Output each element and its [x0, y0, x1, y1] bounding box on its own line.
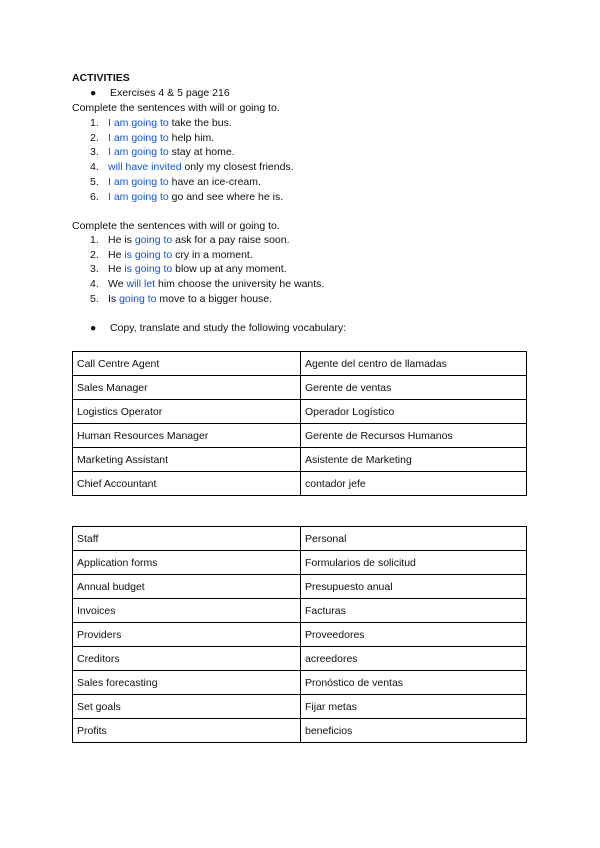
english-term: Marketing Assistant	[73, 448, 301, 472]
sentence-pre: He	[108, 248, 125, 261]
section1-item	[90, 161, 294, 173]
sentence-rest: have an ice-cream.	[168, 175, 261, 188]
answer-text: I am going to	[108, 131, 169, 144]
table-row	[73, 424, 527, 448]
answer-text: will let	[126, 278, 156, 291]
spanish-translation: beneficios	[301, 719, 527, 743]
english-term: Invoices	[73, 599, 301, 623]
english-term: Sales Manager	[73, 376, 301, 400]
sentence-rest: blow up at any moment.	[172, 263, 287, 276]
sentence-rest: help him.	[168, 131, 215, 144]
answer-text: will have invited	[108, 161, 182, 174]
spanish-translation: Agente del centro de llamadas	[301, 352, 527, 376]
table-row	[73, 448, 527, 472]
section1-instruction: Complete the sentences with will or going to.	[72, 102, 280, 114]
exercise-ref-text: Exercises 4 & 5 page 216	[110, 87, 230, 99]
table-row	[73, 623, 527, 647]
item-number: 1.	[90, 234, 99, 246]
english-term: Human Resources Manager	[73, 424, 301, 448]
table-row	[73, 472, 527, 496]
vocab-instruction-bullet	[90, 322, 346, 334]
section2-item	[90, 234, 290, 246]
english-term: Creditors	[73, 647, 301, 671]
spanish-translation: Pronóstico de ventas	[301, 671, 527, 695]
table-row	[73, 527, 527, 551]
item-number: 1.	[90, 117, 99, 129]
table-row	[73, 400, 527, 424]
spanish-translation: Formularios de solicitud	[301, 551, 527, 575]
section1-item	[90, 117, 232, 129]
table-row	[73, 695, 527, 719]
spanish-translation: Asistente de Marketing	[301, 448, 527, 472]
answer-text: is going to	[124, 248, 173, 261]
item-number: 6.	[90, 190, 99, 203]
section1-item	[90, 176, 261, 188]
item-number: 5.	[90, 292, 99, 305]
item-number: 3.	[90, 146, 99, 159]
english-term: Providers	[73, 623, 301, 647]
english-term: Annual budget	[73, 575, 301, 599]
table-row	[73, 376, 527, 400]
sentence-rest: only my closest friends.	[181, 161, 294, 174]
item-number: 2.	[90, 131, 99, 144]
sentence-pre: He is	[108, 234, 135, 246]
activities-heading: ACTIVITIES	[72, 72, 130, 84]
spanish-translation: Operador Logístico	[301, 400, 527, 424]
item-number: 4.	[90, 161, 99, 174]
table-row	[73, 599, 527, 623]
section2-instruction: Complete the sentences with will or going to.	[72, 220, 280, 232]
english-term: Application forms	[73, 551, 301, 575]
spanish-translation: Proveedores	[301, 623, 527, 647]
section2-item	[90, 293, 272, 305]
spanish-translation: Presupuesto anual	[301, 575, 527, 599]
spanish-translation: Fijar metas	[301, 695, 527, 719]
answer-text: I am going to	[108, 190, 169, 203]
table-row	[73, 575, 527, 599]
spanish-translation: Gerente de ventas	[301, 376, 527, 400]
bullet-icon: ●	[90, 322, 97, 334]
english-term: Call Centre Agent	[73, 352, 301, 376]
item-number: 3.	[90, 263, 99, 276]
sentence-pre: We	[108, 278, 127, 291]
english-term: Logistics Operator	[73, 400, 301, 424]
table-row	[73, 719, 527, 743]
table-row	[73, 671, 527, 695]
sentence-pre: Is	[108, 292, 120, 305]
answer-text: I am going to	[108, 146, 169, 159]
bullet-icon: ●	[90, 87, 97, 99]
spanish-translation: Facturas	[301, 599, 527, 623]
sentence-rest: move to a bigger house.	[156, 292, 273, 305]
item-number: 2.	[90, 248, 99, 261]
sentence-pre: He	[108, 263, 125, 276]
english-term: Sales forecasting	[73, 671, 301, 695]
vocab-table-jobs	[72, 351, 527, 496]
table-row	[73, 352, 527, 376]
spanish-translation: acreedores	[301, 647, 527, 671]
english-term: Set goals	[73, 695, 301, 719]
sentence-rest: go and see where he is.	[168, 190, 284, 203]
table-row	[73, 551, 527, 575]
sentence-rest: him choose the university he wants.	[155, 278, 325, 291]
answer-text: is going to	[124, 263, 173, 276]
answer-text: I am going to	[108, 175, 169, 188]
section1-item	[90, 146, 235, 158]
section2-item	[90, 278, 324, 290]
answer-text: I am going to	[108, 117, 169, 129]
english-term: Profits	[73, 719, 301, 743]
answer-text: going to	[119, 292, 157, 305]
item-number: 5.	[90, 175, 99, 188]
spanish-translation: contador jefe	[301, 472, 527, 496]
answer-text: going to	[134, 234, 173, 246]
english-term: Staff	[73, 527, 301, 551]
section2-item	[90, 249, 253, 261]
section1-item	[90, 191, 283, 203]
sentence-rest: ask for a pay raise soon.	[172, 234, 290, 246]
sentence-rest: take the bus.	[168, 117, 232, 129]
table-row	[73, 647, 527, 671]
item-number: 4.	[90, 278, 99, 291]
spanish-translation: Gerente de Recursos Humanos	[301, 424, 527, 448]
exercise-ref-bullet	[90, 87, 230, 99]
section1-item	[90, 132, 214, 144]
sentence-rest: stay at home.	[168, 146, 235, 159]
spanish-translation: Personal	[301, 527, 527, 551]
sentence-rest: cry in a moment.	[172, 248, 253, 261]
vocab-table-business	[72, 526, 527, 743]
section2-item	[90, 263, 287, 275]
english-term: Chief Accountant	[73, 472, 301, 496]
vocab-instruction-text: Copy, translate and study the following vocabulary:	[110, 322, 347, 334]
